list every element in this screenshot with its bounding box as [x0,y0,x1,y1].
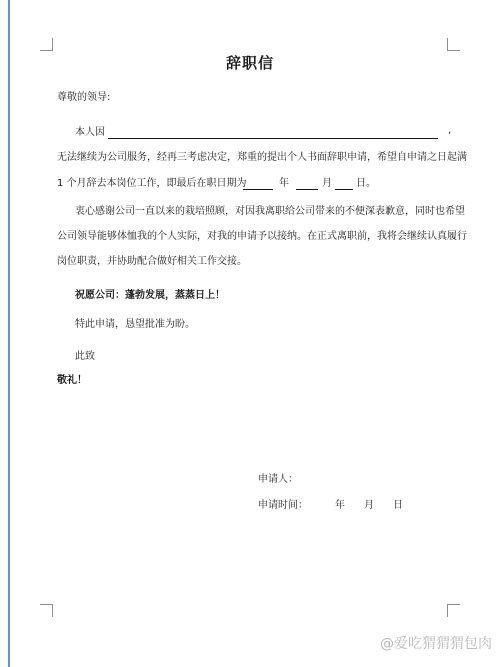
wish-line: 祝愿公司：蓬勃发展，蒸蒸日上！ [75,290,225,301]
date-day: 日 [393,500,403,511]
para1-year: 年 [279,178,289,189]
document-title: 辞职信 [225,54,274,72]
window-left-border [8,0,10,667]
margin-corner-top-left [40,38,53,51]
watermark [380,633,492,653]
applicant-label: 申请人： [258,474,298,485]
date-year: 年 [335,500,345,511]
reason-blank-line[interactable] [108,138,438,139]
para1-line2: 无法继续为公司服务，经再三考虑决定，郑重的提出个人书面辞职申请，希望自申请之日起满 [57,152,467,163]
regards-line: 敬礼！ [57,375,87,386]
day-blank-line[interactable] [335,189,353,190]
salutation: 尊敬的领导: [57,92,111,103]
margin-corner-bottom-left [40,604,53,617]
date-label: 申请时间： [258,500,308,511]
para1-line3: 1 个月辞去本岗位工作，即最后在职日期为 [57,178,247,189]
request-line: 特此申请，恳望批准为盼。 [75,319,195,330]
closing-line: 此致 [75,351,95,362]
year-blank-line[interactable] [243,189,273,190]
para2-line2: 公司领导能够体恤我的个人实际，对我的申请予以接纳。在正式离职前，我将会继续认真履行 [57,231,467,242]
month-blank-line[interactable] [296,189,318,190]
margin-corner-bottom-right [447,604,460,617]
para1-day: 日。 [356,178,376,189]
para1-prefix: 本人因 [75,127,105,138]
para2-line3: 岗位职责，并协助配合做好相关工作交接。 [57,256,247,267]
margin-corner-top-right [447,38,460,51]
para2-line1: 衷心感谢公司一直以来的栽培照顾，对因我离职给公司带来的不便深表歉意，同时也希望 [75,206,465,217]
watermark-text: @爱吃猬猬猬包肉 [380,636,492,652]
para1-end: , [448,125,452,136]
date-month: 月 [364,500,374,511]
para1-month: 月 [322,178,332,189]
